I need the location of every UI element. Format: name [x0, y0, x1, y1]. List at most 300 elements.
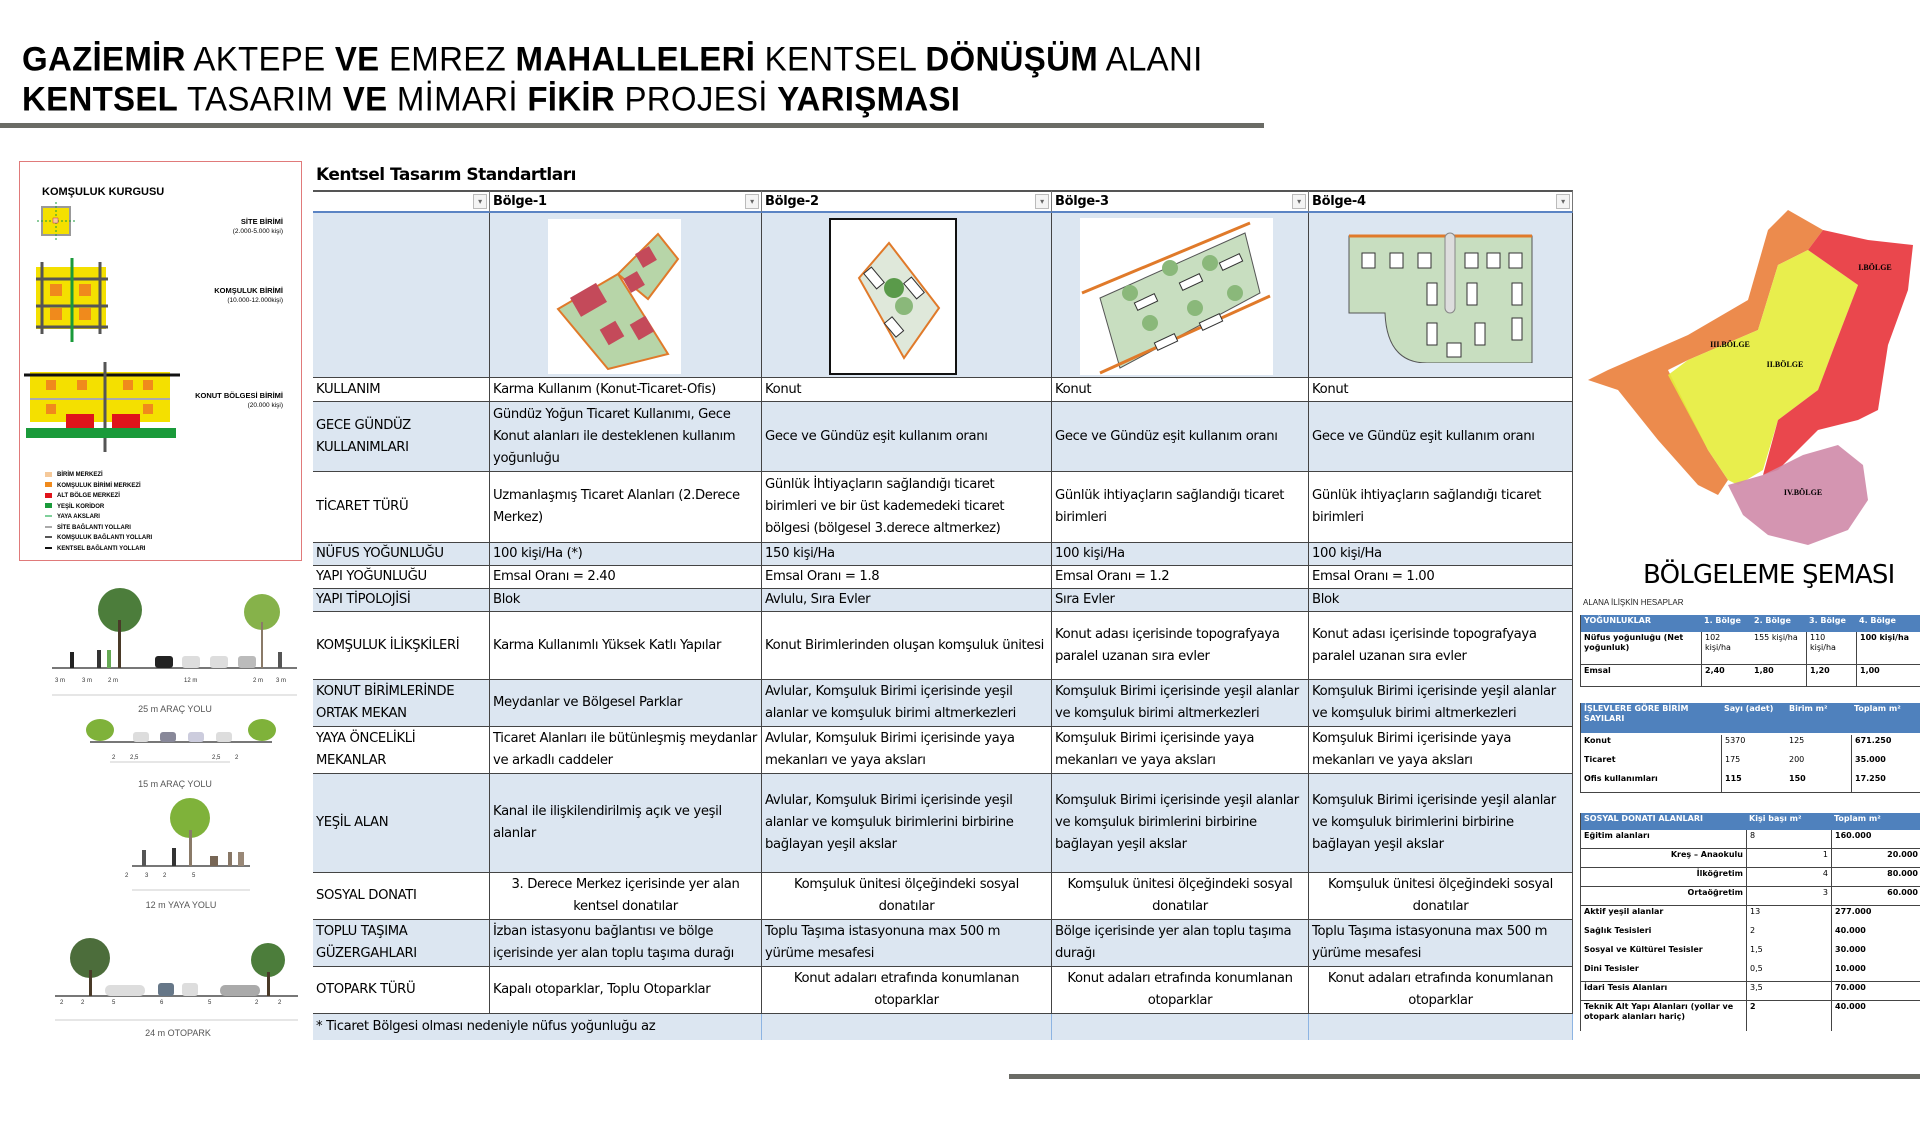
density-cell: 110 kişi/ha [1806, 632, 1856, 665]
social-header-cell: Toplam m² [1831, 813, 1920, 830]
title-line-1 [22, 39, 1203, 79]
zone-label-2: II.BÖLGE [1766, 360, 1804, 369]
social-cell: 1 [1746, 849, 1831, 868]
column-header-bolge-1[interactable] [490, 190, 762, 213]
cell-text: 3. Derece Merkez içerisinde yer alan kentsel donatılar [511, 877, 740, 914]
legend-item [45, 481, 141, 491]
density-cell: Emsal [1581, 665, 1701, 687]
table-cell [762, 774, 1052, 873]
cell-text: Komşuluk Birimi içerisinde yaya mekanları ve yaya aksları [1312, 731, 1512, 768]
cell-text: Gece ve Gündüz eşit kullanım oranı [1055, 428, 1278, 444]
social-cell: 160.000 [1831, 830, 1920, 849]
section-title-12m: 12 m YAYA YOLU [145, 900, 217, 910]
unit-header-cell: İŞLEVLERE GÖRE BİRİM SAYILARI [1581, 703, 1721, 733]
table-cell [1052, 472, 1309, 543]
legend-item [45, 502, 104, 512]
level-site-unit: SİTE BİRİMİ (2.000-5.000 kişi) [232, 217, 283, 235]
table-cell [1309, 680, 1573, 727]
cell-text: Komşuluk Birimi içerisinde yeşil alanlar ve komşuluk birimlerini birbirine bağlayan yeşil akslar [1312, 793, 1556, 852]
cell-text: Toplu Taşıma istasyonuna max 500 m yürüme mesafesi [1312, 924, 1548, 961]
column-header-label: Bölge-3 [1055, 194, 1109, 209]
legend-item [45, 512, 100, 522]
table-cell [1309, 589, 1573, 612]
table-cell [762, 612, 1052, 680]
cell-text: Emsal Oranı = 1.2 [1055, 569, 1170, 584]
table-cell [1052, 680, 1309, 727]
table-cell [1309, 566, 1573, 589]
legend-swatch [45, 493, 52, 498]
row-label-text: NÜFUS YOĞUNLUĞU [316, 546, 444, 561]
section-dimension: 2 [60, 1000, 64, 1006]
unit-cell: 5370 [1721, 735, 1786, 754]
table-cell [1309, 873, 1573, 920]
social-cell: Sosyal ve Kültürel Tesisler [1584, 945, 1703, 954]
zone-label-1: I.BÖLGE [1858, 263, 1892, 272]
row-label [313, 566, 490, 589]
legend-swatch [45, 515, 52, 517]
table-cell [762, 967, 1052, 1014]
row-label-text: KONUT BİRİMLERİNDE ORTAK MEKAN [316, 684, 455, 721]
social-cell: Eğitim alanları [1581, 830, 1746, 849]
density-header-cell: 1. Bölge [1701, 615, 1751, 632]
section-dimension: 2 m [108, 678, 119, 684]
cell-text: Komşuluk ünitesi ölçeğindeki sosyal donatılar [1067, 877, 1293, 914]
cell-text: Sıra Evler [1055, 592, 1115, 607]
title-segment: ALANI [1098, 39, 1203, 78]
legend-label: ALT BÖLGE MERKEZİ [57, 493, 120, 499]
unit-cell: 150 [1789, 774, 1806, 783]
social-cell: İlköğretim [1581, 868, 1746, 887]
footnote [313, 1014, 762, 1040]
table-cell [490, 920, 762, 967]
table-cell [1052, 543, 1309, 566]
cell-text: Avlular, Komşuluk Birimi içerisinde yaya mekanları ve yaya aksları [765, 731, 1015, 768]
table-cell [490, 967, 762, 1014]
section-dimension: 5 [192, 873, 196, 879]
section-dimension: 2 [125, 873, 129, 879]
table-cell [490, 378, 762, 402]
table-cell [1309, 472, 1573, 543]
unit-cell: Ofis kullanımları [1584, 774, 1658, 783]
filter-dropdown-icon[interactable]: ▾ [1556, 194, 1570, 209]
legend-swatch [45, 526, 52, 528]
row-label [313, 727, 490, 774]
cell-text: Bölge içerisinde yer alan toplu taşıma durağı [1055, 924, 1292, 961]
title-segment: MİMARİ [387, 79, 528, 118]
section-dimension: 5 [208, 1000, 212, 1006]
unit-cell: 35.000 [1851, 754, 1920, 773]
social-facilities-table [1580, 813, 1920, 1031]
cell-text: Avlular, Komşuluk Birimi içerisinde yeşil alanlar ve komşuluk birimi altmerkezleri [765, 684, 1016, 721]
cell-text: Konut adası içerisinde topografyaya paralel uzanan sıra evler [1312, 626, 1537, 664]
title-segment: TASARIM [178, 79, 343, 118]
section-title-24m: 24 m OTOPARK [145, 1028, 211, 1038]
legend-label: YEŞİL KORİDOR [57, 503, 105, 510]
social-cell: 40.000 [1831, 1001, 1920, 1031]
footnote-blank-cell [1309, 1014, 1573, 1040]
unit-cell: Konut [1584, 736, 1611, 745]
cell-text: Komşuluk Birimi içerisinde yaya mekanları ve yaya aksları [1055, 731, 1255, 768]
zone-label-3: III.BÖLGE [1710, 340, 1750, 349]
table-cell [762, 378, 1052, 402]
filter-dropdown-icon[interactable]: ▾ [1035, 194, 1049, 209]
calculations-title: ALANA İLİŞKİN HESAPLAR [1583, 598, 1684, 607]
density-cell: 102 kişi/ha [1701, 632, 1751, 665]
cell-text: Komşuluk ünitesi ölçeğindeki sosyal donatılar [794, 877, 1019, 914]
header-divider [0, 123, 1264, 128]
cell-text: 150 kişi/Ha [765, 546, 835, 561]
table-cell [1309, 543, 1573, 566]
image-row-label [313, 213, 490, 378]
title-segment: VE [342, 79, 388, 118]
legend-item [45, 523, 131, 533]
table-cell [762, 543, 1052, 566]
social-cell: Dini Tesisler [1581, 963, 1746, 982]
social-header-cell: SOSYAL DONATI ALANLARI [1581, 813, 1746, 830]
legend-item [45, 491, 120, 501]
unit-cell: Ticaret [1584, 755, 1616, 764]
section-24m [55, 938, 298, 1020]
table-cell [490, 566, 762, 589]
cell-text: Komşuluk Birimi içerisinde yeşil alanlar ve komşuluk birimlerini birbirine bağlayan yeşil akslar [1055, 793, 1299, 852]
title-segment: VE [334, 39, 380, 78]
cell-text: Konut [1312, 381, 1349, 397]
table-cell [762, 566, 1052, 589]
cell-text: Komşuluk Birimi içerisinde yeşil alanlar ve komşuluk birimi altmerkezleri [1312, 684, 1556, 721]
table-cell [1052, 378, 1309, 402]
table-cell [1309, 727, 1573, 774]
row-label [313, 873, 490, 920]
legend-label: KENTSEL BAĞLANTI YOLLARI [57, 545, 146, 552]
row-label [313, 680, 490, 727]
level-neighbourhood-unit: KOMŞULUK BİRİMİ (10.000-12.000kişi) [214, 286, 283, 304]
cell-text: Konut adaları etrafında konumlanan otoparklar [1067, 971, 1293, 1008]
table-cell [1052, 967, 1309, 1014]
cell-text: Kanal ile ilişkilendirilmiş açık ve yeşil alanlar [493, 804, 722, 841]
title-segment: YARIŞMASI [777, 79, 961, 118]
filter-dropdown-icon[interactable]: ▾ [473, 194, 487, 209]
column-header-label: Bölge-4 [1312, 194, 1366, 209]
density-cell: Nüfus yoğunluğu (Net yoğunluk) [1581, 632, 1701, 665]
social-cell: 8 [1746, 830, 1831, 849]
legend-item [45, 470, 103, 480]
cell-text: Gündüz Yoğun Ticaret Kullanımı, Gece Konut alanları ile desteklenen kullanım yoğunluğu [493, 406, 736, 466]
unit-count-table [1580, 703, 1920, 793]
social-cell: Aktif yeşil alanlar [1584, 907, 1664, 916]
cell-text: 100 kişi/Ha [1055, 546, 1125, 561]
table-cell [1309, 920, 1573, 967]
footnote-text: * Ticaret Bölgesi olması nedeniyle nüfus yoğunluğu az [316, 1019, 656, 1034]
cell-text: Konut Birimlerinden oluşan komşuluk ünitesi [765, 637, 1044, 653]
row-label-text: KULLANIM [316, 381, 381, 397]
table-cell [490, 543, 762, 566]
section-dimension: 2 [81, 1000, 85, 1006]
density-header-cell: 2. Bölge [1751, 615, 1806, 632]
cell-text: Kapalı otoparklar, Toplu Otoparklar [493, 982, 711, 997]
legend-label: KOMŞULUK BAĞLANTI YOLLARI [57, 535, 153, 541]
social-cell: 1,5 [1746, 944, 1831, 963]
legend-label: YAYA AKSLARI [57, 514, 100, 520]
table-cell [762, 727, 1052, 774]
unit-header-cell: Sayı (adet) [1721, 703, 1786, 733]
zone-label-4: IV.BÖLGE [1783, 488, 1823, 497]
row-label-text: TOPLU TAŞIMA GÜZERGAHLARI [316, 924, 417, 961]
table-cell [1309, 402, 1573, 472]
cell-text: Blok [493, 592, 521, 607]
social-cell: 80.000 [1831, 868, 1920, 887]
table-cell [1052, 402, 1309, 472]
column-header-bolge-3[interactable] [1052, 190, 1309, 213]
cell-text: Blok [1312, 592, 1340, 607]
row-label-text: YAPI TİPOLOJİSİ [316, 592, 411, 607]
row-label [313, 920, 490, 967]
footnote-blank-cell [762, 1014, 1052, 1040]
table-cell [490, 873, 762, 920]
social-cell: 0,5 [1746, 963, 1831, 982]
row-label [313, 378, 490, 402]
footnote-blank-cell [1052, 1014, 1309, 1040]
column-header-blank[interactable] [313, 190, 490, 213]
social-cell: 2 [1746, 1001, 1831, 1031]
cell-text: Konut [1055, 381, 1092, 397]
title-segment: AKTEPE [185, 39, 335, 78]
table-cell [762, 472, 1052, 543]
table-cell [490, 612, 762, 680]
legend-label: SİTE BAĞLANTI YOLLARI [57, 524, 131, 531]
section-dimension: 2 m [253, 678, 264, 684]
cell-text: Meydanlar ve Bölgesel Parklar [493, 695, 683, 710]
row-label-text: YEŞİL ALAN [316, 815, 389, 830]
social-cell: İdari Tesis Alanları [1581, 982, 1746, 1001]
section-dimension: 6 [160, 1000, 164, 1006]
section-12m [132, 798, 250, 890]
table-cell [1309, 967, 1573, 1014]
row-label [313, 589, 490, 612]
section-title-25m: 25 m ARAÇ YOLU [138, 704, 212, 714]
social-cell: 40.000 [1831, 925, 1920, 944]
unit-cell: 115 [1721, 773, 1786, 792]
density-cell: 155 kişi/ha [1751, 632, 1806, 665]
legend-swatch [45, 536, 52, 538]
table-title: Kentsel Tasarım Standartları [316, 165, 576, 185]
column-header-bolge-4[interactable] [1309, 190, 1573, 213]
unit-header-cell: Birim m² [1786, 703, 1851, 733]
level-residential-district: KONUT BÖLGESİ BİRİMİ (20.000 kişi) [195, 391, 283, 409]
bolge-4-site-plan-image [1347, 228, 1534, 363]
title-segment: PROJESİ [615, 79, 778, 118]
cell-text: Karma Kullanımlı Yüksek Katlı Yapılar [493, 637, 722, 653]
social-cell: Sağlık Tesisleri [1584, 926, 1652, 935]
table-cell [1309, 774, 1573, 873]
cell-text: Ticaret Alanları ile bütünleşmiş meydanlar ve arkadlı caddeler [493, 731, 757, 768]
cell-text: Gece ve Gündüz eşit kullanım oranı [1312, 428, 1535, 444]
legend-swatch [45, 472, 52, 477]
title-segment: KENTSEL [22, 79, 179, 118]
table-cell [1052, 566, 1309, 589]
section-dimension: 5 [112, 1000, 116, 1006]
neighbourhood-structure-panel [19, 161, 302, 561]
social-cell: 13 [1746, 906, 1831, 925]
cell-text: 100 kişi/Ha (*) [493, 546, 583, 561]
table-cell [762, 873, 1052, 920]
legend-swatch [45, 503, 52, 508]
title-segment: KENTSEL [755, 39, 926, 78]
table-cell [1052, 774, 1309, 873]
column-header-bolge-2[interactable] [762, 190, 1052, 213]
section-dimension: 2 [235, 755, 239, 761]
table-cell [490, 589, 762, 612]
table-cell [1309, 378, 1573, 402]
table-cell [1052, 612, 1309, 680]
table-cell [490, 402, 762, 472]
cell-text: Avlular, Komşuluk Birimi içerisinde yeşil alanlar ve komşuluk birimlerini birbirine bağlayan yeşil akslar [765, 793, 1014, 852]
social-cell: 30.000 [1831, 944, 1920, 963]
density-cell: 1,00 [1856, 665, 1920, 687]
table-cell [1309, 612, 1573, 680]
table-cell [490, 727, 762, 774]
social-cell: 10.000 [1831, 963, 1920, 982]
cell-text: Günlük ihtiyaçların sağlandığı ticaret birimleri [1312, 488, 1542, 525]
street-sections-illustration [40, 580, 300, 1040]
row-label [313, 612, 490, 680]
cell-text: Komşuluk ünitesi ölçeğindeki sosyal donatılar [1328, 877, 1553, 914]
density-cell: 100 kişi/ha [1856, 632, 1920, 665]
cell-text: Emsal Oranı = 2.40 [493, 569, 616, 584]
row-label-text: GECE GÜNDÜZ KULLANIMLARI [316, 417, 411, 455]
table-cell [762, 589, 1052, 612]
panel-title: KOMŞULUK KURGUSU [42, 186, 165, 198]
table-cell [1052, 920, 1309, 967]
row-label-text: YAYA ÖNCELİKLİ MEKANLAR [316, 731, 416, 768]
row-label-text: TİCARET TÜRÜ [316, 499, 409, 514]
row-label-text: SOSYAL DONATI [316, 888, 417, 903]
social-cell: 277.000 [1831, 906, 1920, 925]
density-table [1580, 615, 1920, 687]
social-cell: Kreş – Anaokulu [1581, 849, 1746, 868]
residential-district-diagram [24, 362, 180, 452]
social-cell: 20.000 [1831, 849, 1920, 868]
cell-text: Konut adaları etrafında konumlanan otoparklar [793, 971, 1020, 1008]
unit-cell: 175 [1721, 754, 1786, 773]
table-cell [762, 920, 1052, 967]
density-cell: 1,20 [1806, 665, 1856, 687]
section-dimension: 2 [278, 1000, 282, 1006]
table-cell [1052, 727, 1309, 774]
density-header-cell: 4. Bölge [1856, 615, 1920, 632]
row-label [313, 472, 490, 543]
table-cell [490, 680, 762, 727]
social-cell: 70.000 [1831, 982, 1920, 1001]
table-cell [762, 402, 1052, 472]
density-cell: 1,80 [1751, 665, 1806, 687]
table-cell [1052, 873, 1309, 920]
cell-text: Emsal Oranı = 1.00 [1312, 569, 1435, 584]
cell-text: Komşuluk Birimi içerisinde yeşil alanlar ve komşuluk birimi altmerkezleri [1055, 684, 1299, 721]
unit-cell: 200 [1789, 755, 1805, 764]
social-cell: Teknik Alt Yapı Alanları (yollar ve otopark alanları hariç) [1584, 1002, 1734, 1021]
title-segment: EMREZ [379, 39, 516, 78]
title-segment: MAHALLELERİ [515, 39, 756, 78]
social-cell: 3,5 [1746, 982, 1831, 1001]
social-cell: 4 [1746, 868, 1831, 887]
row-label [313, 967, 490, 1014]
row-label-text: KOMŞULUK İLİKŞKİLERİ [316, 637, 460, 653]
cell-text: Karma Kullanım (Konut-Ticaret-Ofis) [493, 381, 716, 397]
row-label-text: OTOPARK TÜRÜ [316, 982, 416, 997]
title-segment: GAZİEMİR [22, 39, 186, 78]
legend-label: KOMŞULUK BİRİMİ MERKEZİ [57, 482, 141, 489]
site-unit-diagram [37, 202, 75, 240]
unit-cell: 671.250 [1851, 735, 1920, 754]
section-dimension: 12 m [184, 678, 198, 684]
neighbourhood-unit-diagram [36, 258, 108, 342]
density-header-cell: 3. Bölge [1806, 615, 1856, 632]
cell-text: Avlulu, Sıra Evler [765, 592, 871, 607]
row-label [313, 543, 490, 566]
social-header-cell: Kişi başı m² [1746, 813, 1831, 830]
unit-header-cell: Toplam m² [1851, 703, 1920, 733]
zoning-map [1578, 170, 1920, 550]
legend-item [45, 533, 152, 543]
cell-text: Günlük ihtiyaçların sağlandığı ticaret birimleri [1055, 488, 1285, 525]
section-dimension: 3 m [82, 678, 93, 684]
table-cell [490, 472, 762, 543]
cell-text: 100 kişi/Ha [1312, 546, 1382, 561]
section-dimension: 2 [255, 1000, 259, 1006]
unit-cell: 17.250 [1851, 773, 1920, 792]
section-dimension: 2 [163, 873, 167, 879]
filter-dropdown-icon[interactable]: ▾ [1292, 194, 1306, 209]
table-cell [1052, 589, 1309, 612]
density-header-cell: YOĞUNLUKLAR [1581, 615, 1701, 632]
legend-swatch [45, 547, 52, 549]
social-cell: 2 [1746, 925, 1831, 944]
social-cell: 3 [1746, 887, 1831, 906]
cell-text: Emsal Oranı = 1.8 [765, 569, 880, 584]
section-dimension: 3 m [276, 678, 287, 684]
bolge-3-site-plan-image [1080, 218, 1273, 375]
cell-text: Toplu Taşıma istasyonuna max 500 m yürüme mesafesi [765, 924, 1001, 961]
zoning-title: BÖLGELEME ŞEMASI [1643, 560, 1895, 590]
section-title-15m: 15 m ARAÇ YOLU [138, 779, 212, 789]
row-label [313, 774, 490, 873]
cell-text: Uzmanlaşmış Ticaret Alanları (2.Derece Merkez) [493, 488, 740, 525]
cell-text: Gece ve Gündüz eşit kullanım oranı [765, 428, 988, 444]
section-dimension: 2,5 [212, 755, 221, 761]
legend-swatch [45, 482, 52, 487]
table-cell [762, 680, 1052, 727]
bolge-2-site-plan-image [829, 218, 957, 375]
row-label-text: YAPI YOĞUNLUĞU [316, 569, 427, 584]
table-cell [490, 774, 762, 873]
section-dimension: 2,5 [130, 755, 139, 761]
filter-dropdown-icon[interactable]: ▾ [745, 194, 759, 209]
bolge-1-site-plan-image [548, 219, 681, 374]
section-dimension: 2 [112, 755, 116, 761]
legend-label: BİRİM MERKEZİ [57, 472, 103, 478]
title-line-2 [22, 79, 960, 119]
row-label [313, 402, 490, 472]
social-cell: Ortaöğretim [1581, 887, 1746, 906]
cell-text: Günlük İhtiyaçların sağlandığı ticaret birimleri ve bir üst kademedeki ticaret bölgesi (bölgesel 3.derece altmerkez) [765, 477, 1005, 536]
section-dimension: 3 m [55, 678, 66, 684]
section-dimension: 3 [145, 873, 149, 879]
footer-divider [1009, 1074, 1920, 1079]
density-cell: 2,40 [1701, 665, 1751, 687]
title-segment: DÖNÜŞÜM [925, 39, 1099, 78]
column-header-label: Bölge-2 [765, 194, 819, 209]
cell-text: Konut adaları etrafında konumlanan otoparklar [1327, 971, 1554, 1008]
